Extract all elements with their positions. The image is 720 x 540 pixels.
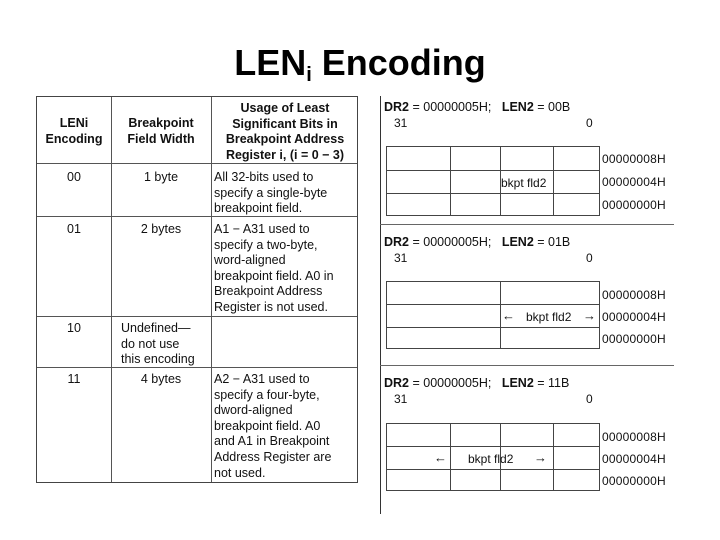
row-width: 2 bytes <box>140 222 182 236</box>
grid-byte-line <box>500 282 501 348</box>
row-width: 1 byte <box>143 170 179 184</box>
diagram-len-00 <box>384 100 674 218</box>
len-encoding-table <box>36 96 358 483</box>
bit-low-label: 0 <box>586 392 593 406</box>
grid-row-line <box>387 469 599 470</box>
grid-byte-line <box>450 147 451 215</box>
row-width: Undefined— do not use this encoding <box>121 321 195 367</box>
column-divider <box>111 97 112 482</box>
title-rest: Encoding <box>311 42 486 83</box>
dr2-value: = 00000005H; <box>412 235 492 249</box>
bit-high-label: 31 <box>394 392 408 406</box>
dr2-label: DR2 <box>384 235 410 249</box>
arrow-left-icon: ← <box>434 450 447 465</box>
address-label: 00000004H <box>602 175 666 189</box>
dr2-value: = 00000005H; <box>412 376 492 390</box>
row-usage: A1 − A31 used to specify a two-byte, word-aligned breakpoint field. A0 in Breakpoint Address Register is not used. <box>214 222 334 314</box>
header-usage: Usage of Least Significant Bits in Breakpoint Address Register i, (i = 0 − 3) <box>225 101 345 162</box>
address-label: 00000008H <box>602 288 666 302</box>
row-divider <box>37 316 357 317</box>
grid-row-line <box>387 170 599 171</box>
diagram-separator <box>380 365 674 366</box>
memory-grid <box>386 146 600 216</box>
row-usage: A2 − A31 used to specify a four-byte, dword-aligned breakpoint field. A0 and A1 in Breakpoint Address Register are not used. <box>214 372 332 480</box>
header-encoding: LENi Encoding <box>45 116 103 146</box>
diagram-border <box>380 96 381 514</box>
dr2-label: DR2 <box>384 100 410 114</box>
title-subscript: i <box>306 64 312 86</box>
diagram-len-11 <box>384 376 674 492</box>
len-value: = 00B <box>537 100 571 114</box>
grid-byte-line <box>553 424 554 490</box>
address-label: 00000004H <box>602 452 666 466</box>
breakpoint-field: bkpt fld2 <box>501 176 547 190</box>
header-field-width: Breakpoint Field Width <box>127 116 195 146</box>
arrow-right-icon: → <box>534 450 547 465</box>
dr2-label: DR2 <box>384 376 410 390</box>
grid-row-line <box>387 193 599 194</box>
bit-low-label: 0 <box>586 251 593 265</box>
address-label: 00000000H <box>602 198 666 212</box>
row-usage: All 32-bits used to specify a single-byte breakpoint field. <box>214 170 328 216</box>
grid-byte-line <box>553 147 554 215</box>
column-divider <box>211 97 212 482</box>
dr2-value: = 00000005H; <box>412 100 492 114</box>
bit-low-label: 0 <box>586 116 593 130</box>
grid-row-line <box>387 446 599 447</box>
len-label: LEN2 <box>501 235 534 249</box>
len-value: = 11B <box>537 376 570 390</box>
grid-byte-line <box>450 424 451 490</box>
address-label: 00000008H <box>602 152 666 166</box>
row-encoding: 10 <box>67 321 81 335</box>
title-main: LEN <box>234 42 307 83</box>
diagram-separator <box>380 224 674 225</box>
bit-high-label: 31 <box>394 116 408 130</box>
diagram-len-01 <box>384 235 674 351</box>
arrow-right-icon: → <box>583 308 596 323</box>
len-label: LEN2 <box>501 100 534 114</box>
grid-row-line <box>387 327 599 328</box>
grid-row-line <box>387 304 599 305</box>
len-label: LEN2 <box>501 376 534 390</box>
breakpoint-field: bkpt fld2 <box>468 452 514 466</box>
bit-high-label: 31 <box>394 251 408 265</box>
diagram-header <box>384 376 674 390</box>
address-label: 00000000H <box>602 474 666 488</box>
row-width: 4 bytes <box>140 372 182 386</box>
arrow-left-icon: ← <box>502 308 515 323</box>
breakpoint-field: bkpt fld2 <box>526 310 572 324</box>
row-encoding: 11 <box>67 372 81 386</box>
address-label: 00000000H <box>602 332 666 346</box>
len-value: = 01B <box>537 235 571 249</box>
address-label: 00000008H <box>602 430 666 444</box>
slide-title <box>0 42 720 87</box>
row-encoding: 00 <box>67 170 81 184</box>
row-encoding: 01 <box>67 222 81 236</box>
address-label: 00000004H <box>602 310 666 324</box>
diagram-header <box>384 100 674 114</box>
diagram-header <box>384 235 674 249</box>
